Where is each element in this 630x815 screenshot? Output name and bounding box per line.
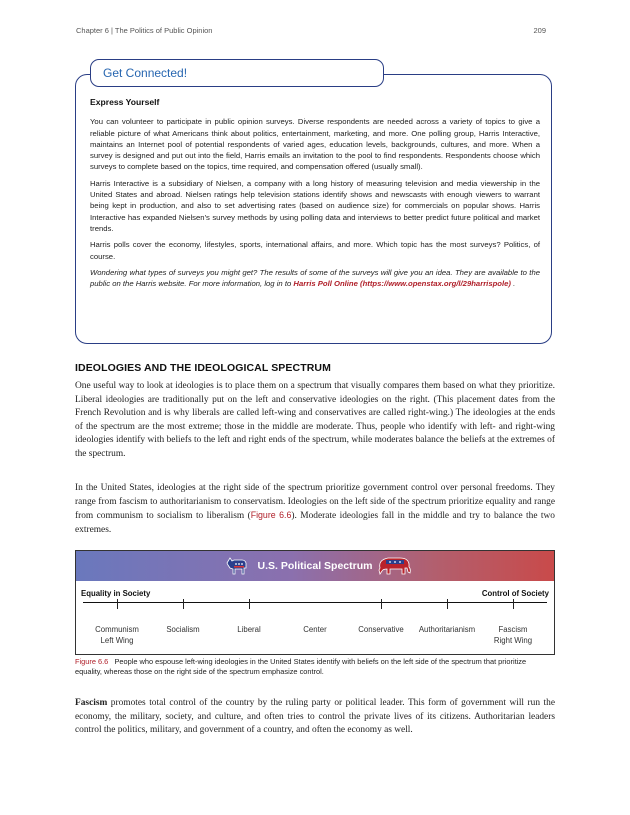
feature-paragraph: Harris polls cover the economy, lifestyles, sports, international affairs, and more. Which topic has the most surveys? Politics, of course.: [90, 240, 540, 261]
figure-caption: [75, 657, 555, 677]
ideology-authoritarianism: Authoritarianism: [418, 625, 476, 634]
political-spectrum-figure: [75, 550, 555, 655]
body-paragraph-1: [75, 380, 555, 462]
paragraph-text: promotes total control of the country by the ruling party or political leader. This form of government will run the economy, the military, society, and culture, and often tries to control the private lives of its citizens. Authoritarian leaders control the politics, military, and government of a country, and often the economy as well.: [75, 698, 555, 736]
body-paragraph-2: [75, 482, 555, 537]
axis-tick: [381, 599, 382, 609]
ideology-socialism: Socialism: [166, 625, 200, 634]
caption-text: People who espouse left-wing ideologies in the United States identify with beliefs on the left side of the spectrum that prioritize equality, whereas those on the right side of the spectrum emphasize control.: [75, 657, 527, 676]
figure-reference-link[interactable]: Figure 6.6: [250, 510, 292, 521]
running-head: Chapter 6 | The Politics of Public Opinion: [76, 26, 213, 35]
ideology-fascism: [473, 624, 553, 646]
ideology-liberal: Liberal: [237, 625, 261, 634]
axis-tick: [513, 599, 514, 609]
paragraph-text: One useful way to look at ideologies is to place them on a spectrum that visually compares them based on what they prioritize. Liberal ideologies are traditionally put on the left and conservative ideologies on the right. (This placement dates from the French Revolution and is why liberals are called left-wing and conservatives are called right-wing.) The ideologies at the ends of the spectrum are the most extreme; those in the middle are moderate. Thus, people who identify with left- and right-wing ideologies identify with beliefs to the left and right ends of the spectrum, while moderates balance the beliefs at the extremes of the spectrum.: [75, 381, 555, 459]
get-connected-title: Get Connected!: [103, 66, 188, 80]
get-connected-tab: [90, 59, 384, 87]
left-end-label: Equality in Society: [81, 589, 151, 598]
harris-poll-link[interactable]: Harris Poll Online (https://www.openstax.org/l/29harrispole): [293, 279, 511, 289]
get-connected-content: [90, 97, 540, 294]
ideology-center: Center: [303, 625, 327, 634]
feature-italic-paragraph: [90, 267, 540, 290]
feature-paragraph: You can volunteer to participate in public opinion surveys. Diverse respondents are needed across a variety of topics to give a reliable picture of what Americans think about politics, entertainment, marketing, and more. One polling group, Harris Interactive, maintains an Internet pool of potential respondents of varied ages, education levels, backgrounds, cultures, and more. When a survey is designed and put out into the field, Harris emails an invitation to the pool to find respondents. Respondents choose which surveys to complete based on the topics, time required, and compensation offered (usually small).: [90, 117, 540, 172]
republican-elephant-icon: [376, 554, 412, 576]
axis-tick: [183, 599, 184, 609]
axis-tick: [249, 599, 250, 609]
italic-end: .: [510, 279, 516, 289]
section-heading: IDEOLOGIES AND THE IDEOLOGICAL SPECTRUM: [75, 362, 331, 374]
right-end-label: Control of Society: [481, 589, 549, 598]
body-paragraph-3: [75, 697, 555, 738]
spectrum-axis: [83, 602, 547, 603]
right-wing-label: Right Wing: [493, 636, 533, 645]
term-fascism: Fascism: [75, 698, 108, 708]
ideology-name: Fascism: [498, 625, 528, 634]
axis-tick: [447, 599, 448, 609]
page-number: 209: [533, 26, 546, 35]
paragraph-text: In the United States, ideologies at the right side of the spectrum prioritize government control over personal freedoms. They range from fascism to authoritarianism to conservatism. Ideologies on the left side of the spectrum prioritize equality and range from communism to socialism to liberalism (: [75, 483, 555, 522]
left-wing-label: Left Wing: [100, 636, 134, 645]
spectrum-title: U.S. Political Spectrum: [257, 560, 373, 572]
feature-paragraph: Harris Interactive is a subsidiary of Nielsen, a company with a long history of measuring television and media viewership in the United States and abroad. Nielsen ratings help television stations identify shows and newscasts with enough viewers to warrant being kept in production, and also to set advertising rates (based on audience size) for commercials on popular shows. Harris Interactive has expanded Nielsen's survey methods by using polling data and interviews to better predict future political and market trends.: [90, 178, 540, 233]
caption-number: Figure 6.6: [75, 657, 109, 666]
ideology-name: Communism: [95, 625, 139, 634]
ideology-conservative: Conservative: [358, 625, 404, 634]
feature-heading: Express Yourself: [90, 97, 160, 107]
italic-text: Wondering what types of surveys you might get? The results of some of the surveys will give you an idea. They are available to the public on the Harris website. For more information, log in to: [90, 267, 540, 289]
axis-tick: [117, 599, 118, 609]
paragraph-text: ). Moderate ideologies fall in the middle and try to balance the two extremes.: [75, 511, 555, 535]
